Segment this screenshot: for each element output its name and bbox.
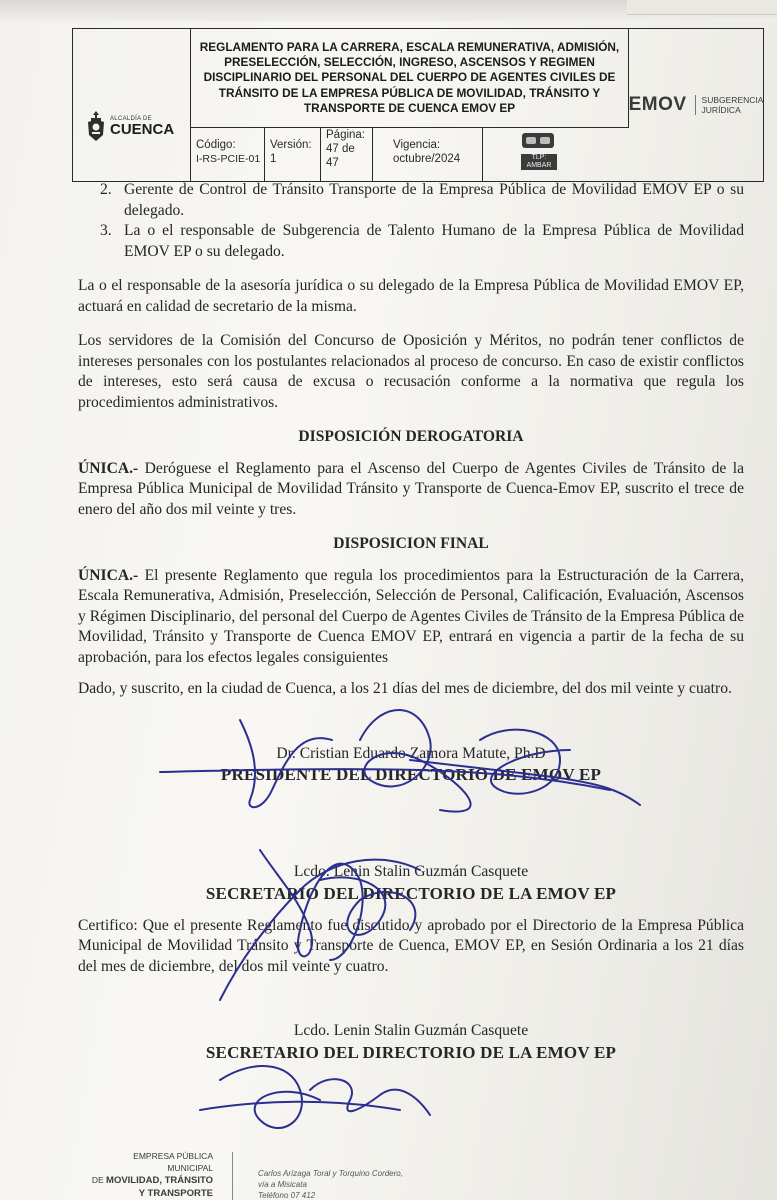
heading-final: DISPOSICION FINAL (333, 535, 489, 552)
document-title-cell (191, 29, 629, 128)
signature-secretary-2-loops (310, 1079, 430, 1115)
codigo-cell (191, 128, 265, 181)
pagina-value-2: 47 (326, 157, 339, 169)
list-number: 2. (100, 181, 112, 198)
paragraph-final (78, 566, 744, 669)
heading-derogatory: DISPOSICIÓN DEROGATORIA (298, 428, 524, 445)
footer-line-2: MOVILIDAD, TRÁNSITO (106, 1175, 213, 1186)
paragraph-secretary: La o el responsable de la asesoría jurídica o su delegado de la Empresa Pública de Movilidad EMOV EP, actuará en calidad de secretario de la misma. (78, 277, 744, 315)
list-item (78, 180, 744, 221)
paragraph-dado: Dado, y suscrito, en la ciudad de Cuenca, a los 21 días del mes de diciembre, del dos mil veinte y cuatro. (78, 680, 732, 697)
derogatory-label: ÚNICA.- (78, 459, 139, 477)
document-body (78, 180, 744, 1064)
footer-line-2-prefix: DE (91, 1175, 107, 1185)
tlp-label: TLP: AMBAR (521, 154, 557, 170)
codigo-value: I-RS-PCIE-01 (196, 153, 261, 165)
signer-2-title: SECRETARIO DEL DIRECTORIO DE LA EMOV EP (205, 883, 617, 903)
vigencia-value: octubre/2024 (393, 153, 461, 165)
emov-logo-text: EMOV (628, 94, 687, 115)
version-value: 1 (270, 153, 277, 165)
vigencia-label: Vigencia: (393, 139, 441, 151)
footer-phone: Teléfono 07 412 (258, 1191, 316, 1200)
paragraph-certifico: Certifico: Que el presente Reglamento fue discutido y aprobado por el Directorio de la Empresa Pública Municipal de Movilidad Tránsito y Transporte de Cuenca, EMOV EP, en Sesión Ordinaria a los 21 días del mes de diciembre, del dos mil veinte y cuatro. (78, 916, 744, 975)
final-label: ÚNICA.- (78, 566, 139, 584)
previous-page-edge (0, 0, 777, 22)
cuenca-crest-icon (85, 109, 107, 143)
pagina-value-1: 47 de (326, 143, 355, 155)
signature-secretary-2-tail (200, 1102, 400, 1110)
emov-logo-subtitle (695, 95, 764, 115)
cuenca-logo-cell (73, 29, 191, 181)
pagina-label: Página: (326, 129, 366, 141)
footer-address-1: Carlos Arízaga Toral y Torquino Cordero, (258, 1169, 403, 1178)
version-cell (265, 128, 321, 181)
footer-divider (232, 1152, 233, 1200)
emov-sub-line-1: SUBGERENCIA (701, 95, 764, 105)
paragraph-conflicts: Los servidores de la Comisión del Concurso de Oposición y Méritos, no podrán tener conflictos de intereses personales con los postulantes relacionados al proceso de concurso. En caso de existir conflictos de intereses, esto será causa de excusa o recusación conforme a la normativa que regula los procedimientos administrativos. (78, 332, 744, 411)
signer-3-name: Lcdo. Lenin Stalin Guzmán Casquete (293, 1022, 529, 1039)
signer-1-title: PRESIDENTE DEL DIRECTORIO DE EMOV EP (220, 765, 602, 784)
footer-company (88, 1150, 213, 1200)
tlp-cell (483, 128, 629, 181)
signer-1-name: Dr. Cristian Eduardo Zamora Matute, Ph.D (276, 744, 546, 762)
document-title: REGLAMENTO PARA LA CARRERA, ESCALA REMUNERATIVA, ADMISIÓN, PRESELECCIÓN, SELECCIÓN, INGRESO, ASCENSOS Y REGIMEN DISCIPLINARIO DEL PERSONAL DEL CUERPO DE AGENTES CIVILES DE TRÁNSITO DE LA EMPRESA PÚBLICA DE MOVILIDAD, TRÁNSITO Y TRANSPORTE DE CUENCA EMOV EP (199, 39, 620, 115)
vigencia-cell (373, 128, 483, 181)
derogatory-text: Deróguese el Reglamento para el Ascenso del Cuerpo de Agentes Civiles de Tránsito de la Empresa Pública Municipal de Movilidad Tránsito y Transporte de Cuenca-Emov EP, suscrito el trece de enero del año dos mil veinte y tres. (78, 459, 744, 518)
final-text: El presente Reglamento que regula los procedimientos para la Estructuración de la Carrera, Escala Remunerativa, Admisión, Preselección, Selección de Personal, Calificación, Evaluación, Ascensos y Régimen Disciplinario, del personal del Cuerpo de Agentes Civiles de Tránsito de la Empresa Pública de Movilidad, Tránsito y Transporte de Cuenca EMOV EP, entrará en vigencia a partir de la fecha de su aprobación, para los efectos legales consiguientes (78, 566, 744, 666)
cuenca-logo-small-text: ALCALDÍA DE (110, 115, 152, 122)
document-info-row (191, 128, 629, 181)
paragraph-derogatory (78, 459, 744, 521)
footer-line-3: Y TRANSPORTE (138, 1188, 213, 1199)
emov-sub-line-2: JURÍDICA (701, 105, 741, 115)
footer-address-2: vía a Misicata (258, 1180, 307, 1189)
cuenca-logo-text: CUENCA (110, 120, 175, 138)
document-header-table (72, 28, 764, 182)
list-item (78, 221, 744, 262)
footer-address (258, 1168, 458, 1200)
list-number: 3. (100, 222, 112, 239)
list-text: Gerente de Control de Tránsito Transporte de la Empresa Pública de Movilidad EMOV EP o su delegado. (124, 181, 744, 219)
signature-secretary-2 (220, 1066, 320, 1128)
codigo-label: Código: (196, 139, 236, 151)
emov-logo-cell (629, 29, 763, 181)
pagina-cell (321, 128, 373, 181)
cuenca-logo (85, 109, 174, 143)
version-label: Versión: (270, 139, 312, 151)
list-text: La o el responsable de Subgerencia de Talento Humano de la Empresa Pública de Movilidad EMOV EP o su delegado. (124, 222, 744, 260)
footer-line-1: EMPRESA PÚBLICA MUNICIPAL (133, 1151, 213, 1173)
signer-2-name: Lcdo. Lenin Stalin Guzmán Casquete (293, 863, 529, 880)
signer-3-title: SECRETARIO DEL DIRECTORIO DE LA EMOV EP (205, 1042, 617, 1062)
tlp-shield-icon (521, 132, 555, 154)
